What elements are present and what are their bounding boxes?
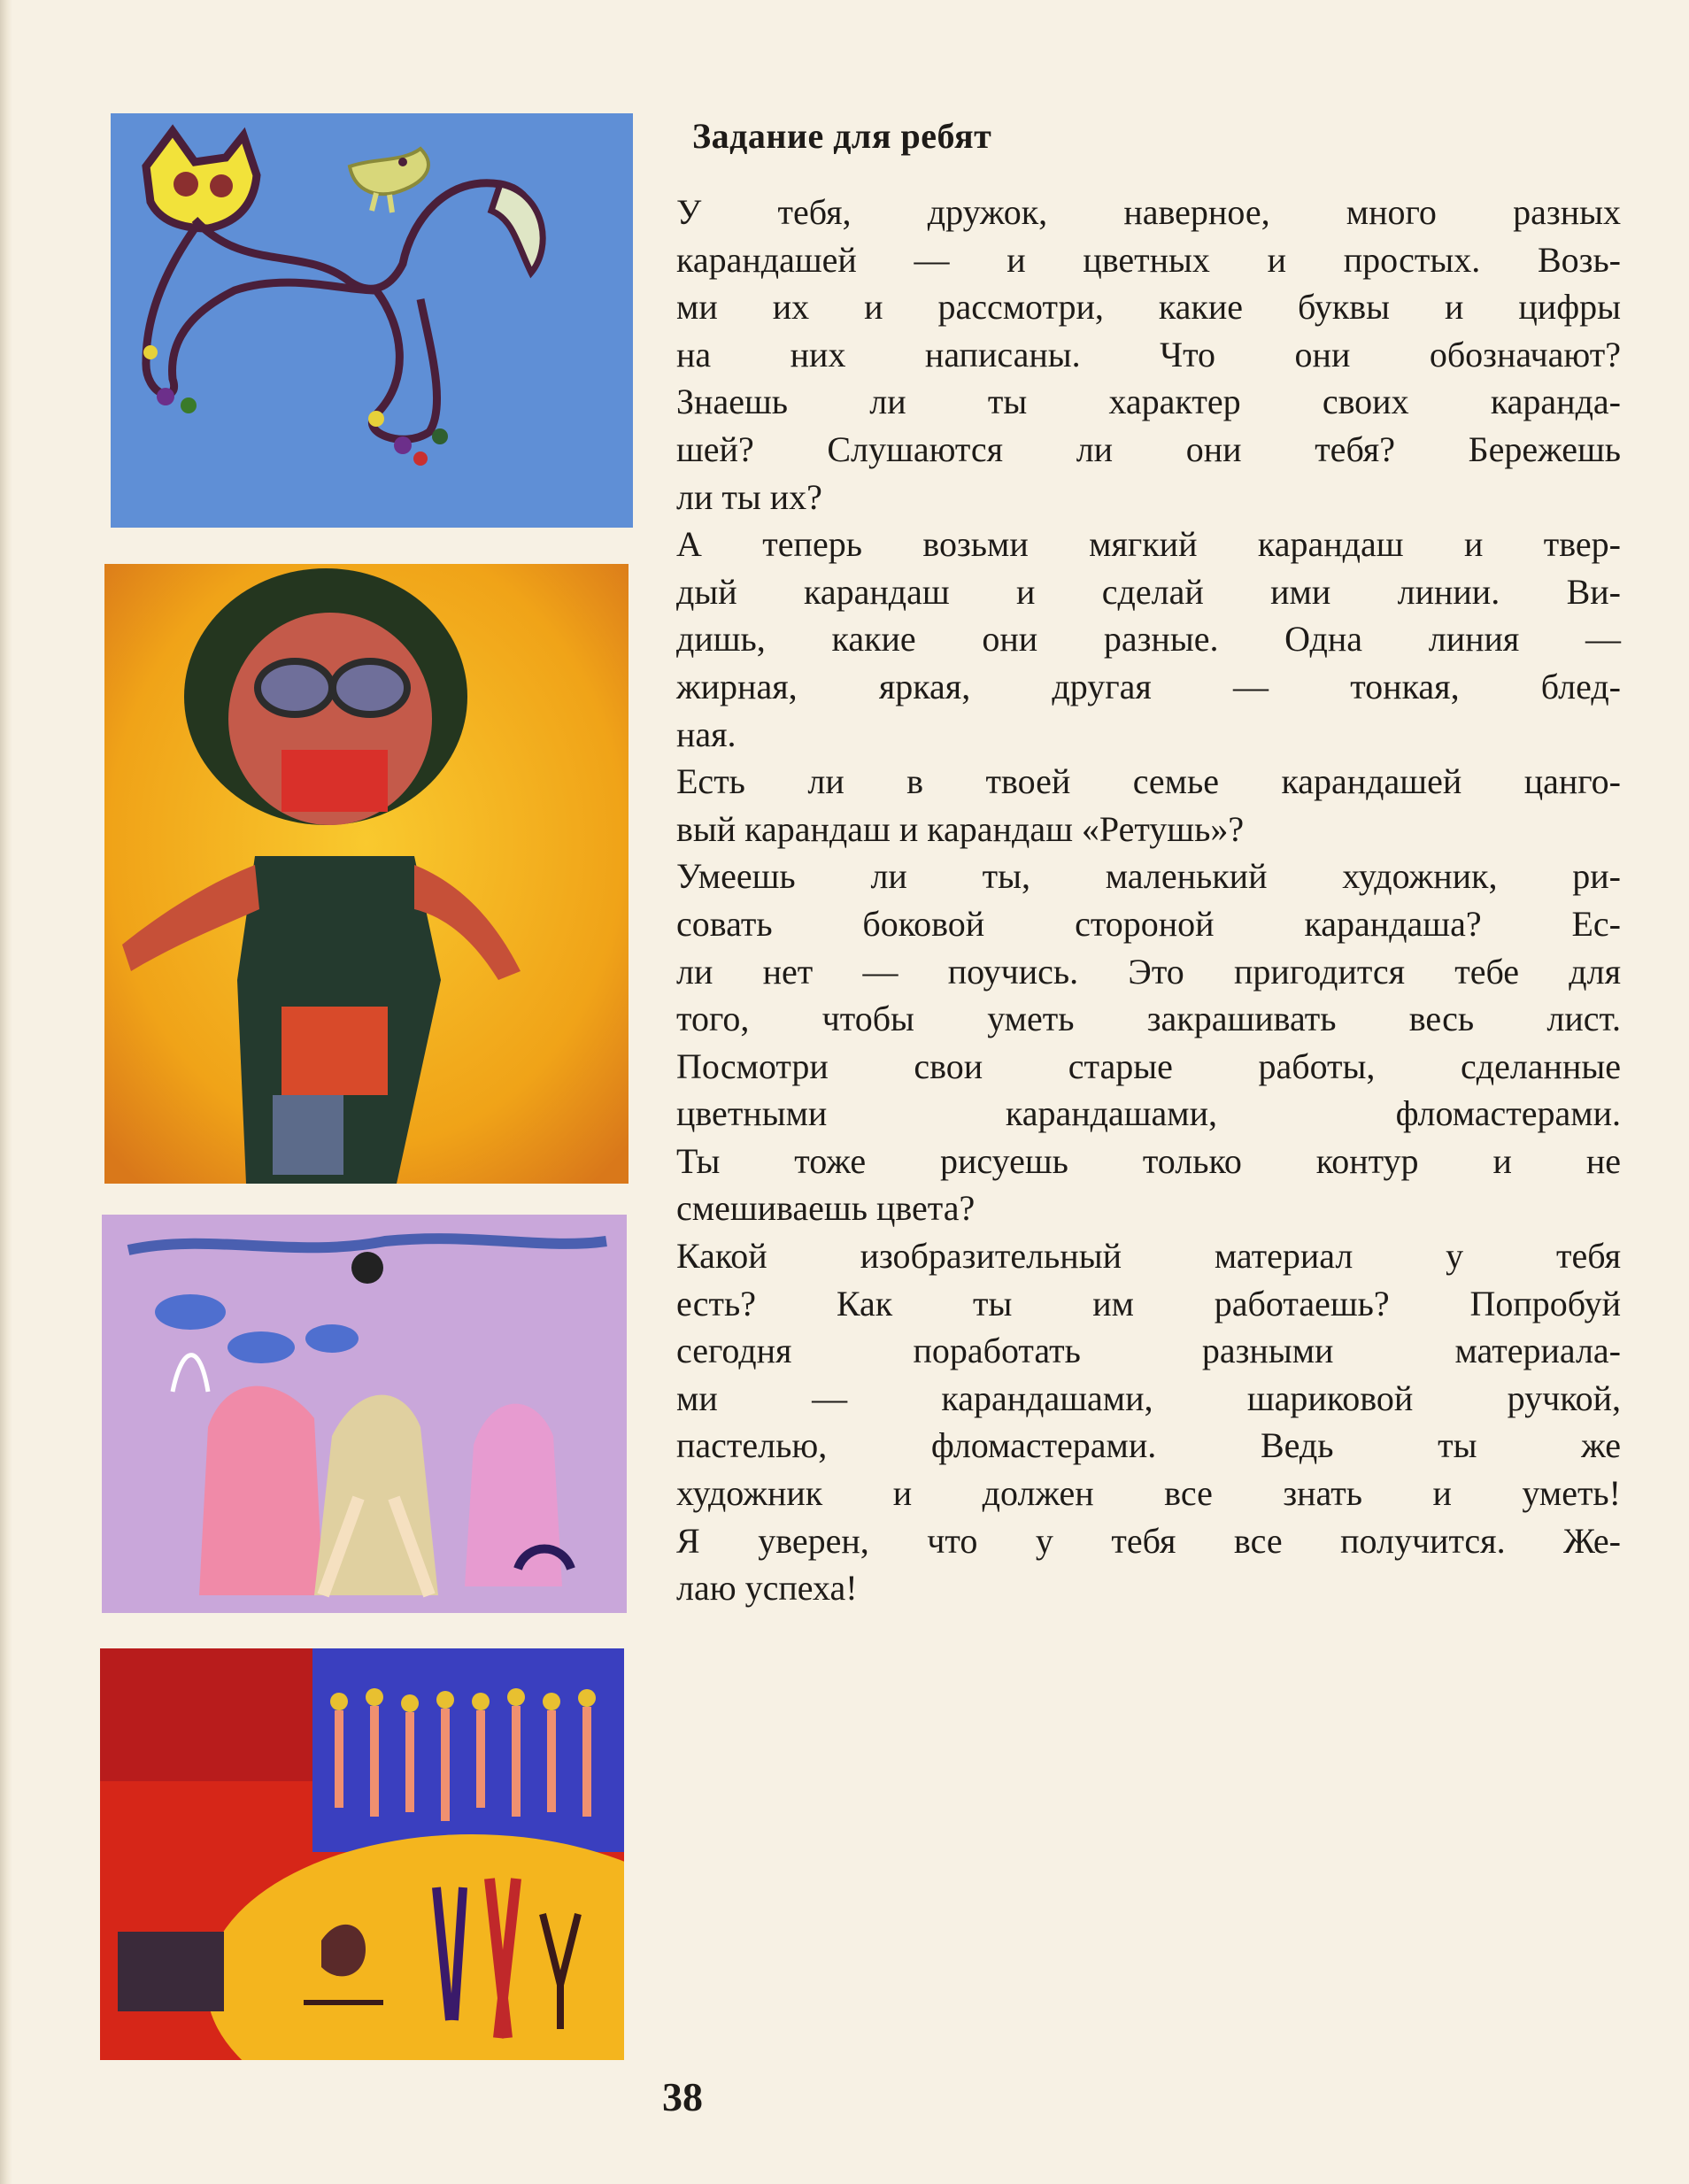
text-line: У тебя, дружок, наверное, много разных — [676, 192, 1621, 232]
text-line: ли нет — поучись. Это пригодится тебе для — [676, 951, 1621, 992]
text-line: Я уверен, что у тебя все получится. Же- — [676, 1520, 1621, 1561]
book-spine-shadow — [0, 0, 12, 2184]
text-line: ми их и рассмотри, какие буквы и цифры — [676, 287, 1621, 328]
text-line: шей? Слушаются ли они тебя? Бережешь — [676, 428, 1621, 469]
text-line: совать боковой стороной карандаша? Ес- — [676, 903, 1621, 944]
text-line: Знаешь ли ты характер своих каранда- — [676, 382, 1621, 422]
text-line: пастелью, фломастерами. Ведь ты же — [676, 1425, 1621, 1466]
text-line: того, чтобы уметь закрашивать весь лист. — [676, 999, 1621, 1039]
paragraph-1 — [676, 189, 1621, 521]
text-line: ми — карандашами, шариковой ручкой, — [676, 1378, 1621, 1418]
text-line: Какой изобразительный материал у тебя — [676, 1236, 1621, 1277]
text-line: вый карандаш и карандаш «Ретушь»? — [676, 808, 1245, 849]
text-line: цветными карандашами, фломастерами. — [676, 1093, 1621, 1134]
text-line: ли ты их? — [676, 476, 822, 517]
text-line: Есть ли в твоей семье карандашей цанго- — [676, 761, 1621, 802]
text-line: Посмотри свои старые работы, сделанные — [676, 1046, 1621, 1086]
text-line: жирная, яркая, другая — тонкая, блед- — [676, 666, 1621, 706]
text-line: лаю успеха! — [676, 1568, 858, 1609]
paragraph-5 — [676, 1232, 1621, 1612]
text-line: карандашей — и цветных и простых. Возь- — [676, 239, 1621, 280]
circus-drawing — [100, 1648, 624, 2060]
text-line: А теперь возьми мягкий карандаш и твер- — [676, 524, 1621, 565]
task-text — [676, 189, 1621, 1612]
portrait-drawing — [104, 564, 629, 1184]
cat-bird-drawing — [111, 113, 633, 528]
text-line: дый карандаш и сделай ими линии. Ви- — [676, 571, 1621, 612]
task-heading: Задание для ребят — [692, 116, 992, 156]
text-line: сегодня поработать разными материала- — [676, 1331, 1621, 1371]
dancers-drawing — [102, 1215, 627, 1613]
text-line: Умеешь ли ты, маленький художник, ри- — [676, 856, 1621, 897]
text-line: смешиваешь цвета? — [676, 1188, 976, 1229]
text-line: художник и должен все знать и уметь! — [676, 1473, 1621, 1514]
text-line: на них написаны. Что они обозначают? — [676, 334, 1621, 374]
paragraph-3 — [676, 758, 1621, 853]
text-line: ная. — [676, 714, 737, 754]
paragraph-2 — [676, 521, 1621, 758]
page-number: 38 — [662, 2074, 703, 2119]
text-line: дишь, какие они разные. Одна линия — — [676, 619, 1621, 660]
text-line: Ты тоже рисуешь только контур и не — [676, 1140, 1621, 1181]
text-line: есть? Как ты им работаешь? Попробуй — [676, 1283, 1621, 1324]
paragraph-4 — [676, 853, 1621, 1232]
